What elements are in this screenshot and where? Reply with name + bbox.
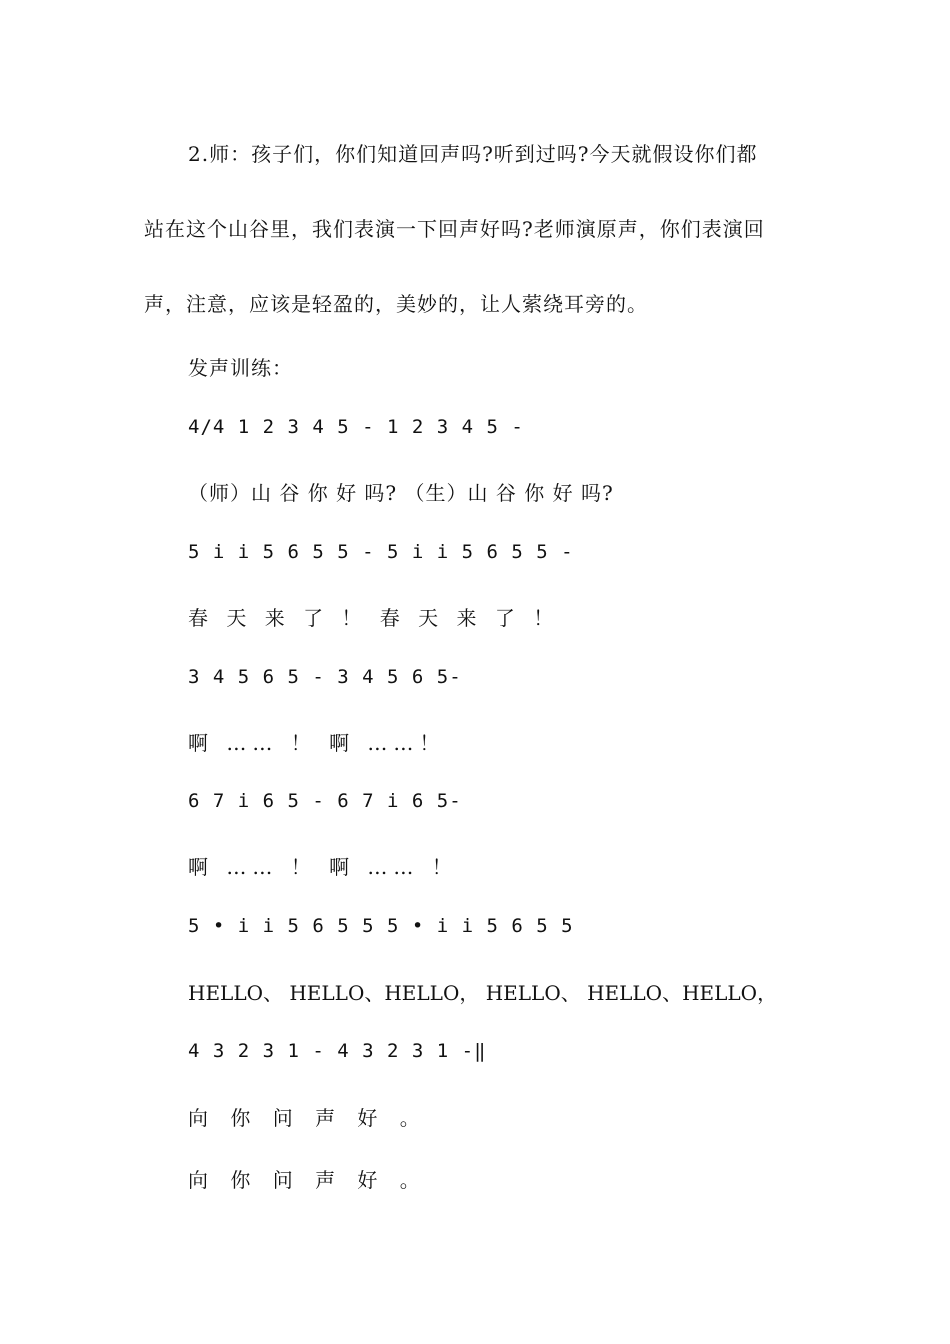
lyrics-line-2: 春 天 来 了 ！ 春 天 来 了 ！ [188, 606, 560, 630]
lyrics-line-1: （师）山 谷 你 好 吗? （生）山 谷 你 好 吗? [188, 481, 614, 505]
paragraph-line-1: 2.师：孩子们，你们知道回声吗?听到过吗?今天就假设你们都 [188, 142, 758, 166]
lyrics-line-5: HELLO、 HELLO、HELLO， HELLO、 HELLO、HELLO， [188, 981, 778, 1005]
notation-line-6: 4 3 2 3 1 - 4 3 2 3 1 -‖ [188, 1040, 487, 1062]
lyrics-line-6: 向 你 问 声 好 。 [188, 1106, 428, 1130]
section-heading-vocal-training: 发声训练： [188, 356, 293, 380]
notation-line-4: 6 7 i 6 5 - 6 7 i 6 5- [188, 790, 462, 812]
lyrics-line-3: 啊 …… ！ 啊 ……！ [188, 731, 446, 755]
notation-line-1: 4/4 1 2 3 4 5 - 1 2 3 4 5 - [188, 416, 524, 438]
paragraph-line-2: 站在这个山谷里，我们表演一下回声好吗?老师演原声，你们表演回 [144, 217, 765, 241]
notation-line-3: 3 4 5 6 5 - 3 4 5 6 5- [188, 666, 462, 688]
lyrics-line-4: 啊 …… ！ 啊 …… ！ [188, 855, 458, 879]
notation-line-5: 5 • i i 5 6 5 5 5 • i i 5 6 5 5 [188, 915, 574, 937]
paragraph-line-3: 声，注意，应该是轻盈的，美妙的，让人萦绕耳旁的。 [144, 292, 648, 316]
notation-line-2: 5 i i 5 6 5 5 - 5 i i 5 6 5 5 - [188, 541, 574, 563]
lyrics-line-7: 向 你 问 声 好 。 [188, 1168, 428, 1192]
